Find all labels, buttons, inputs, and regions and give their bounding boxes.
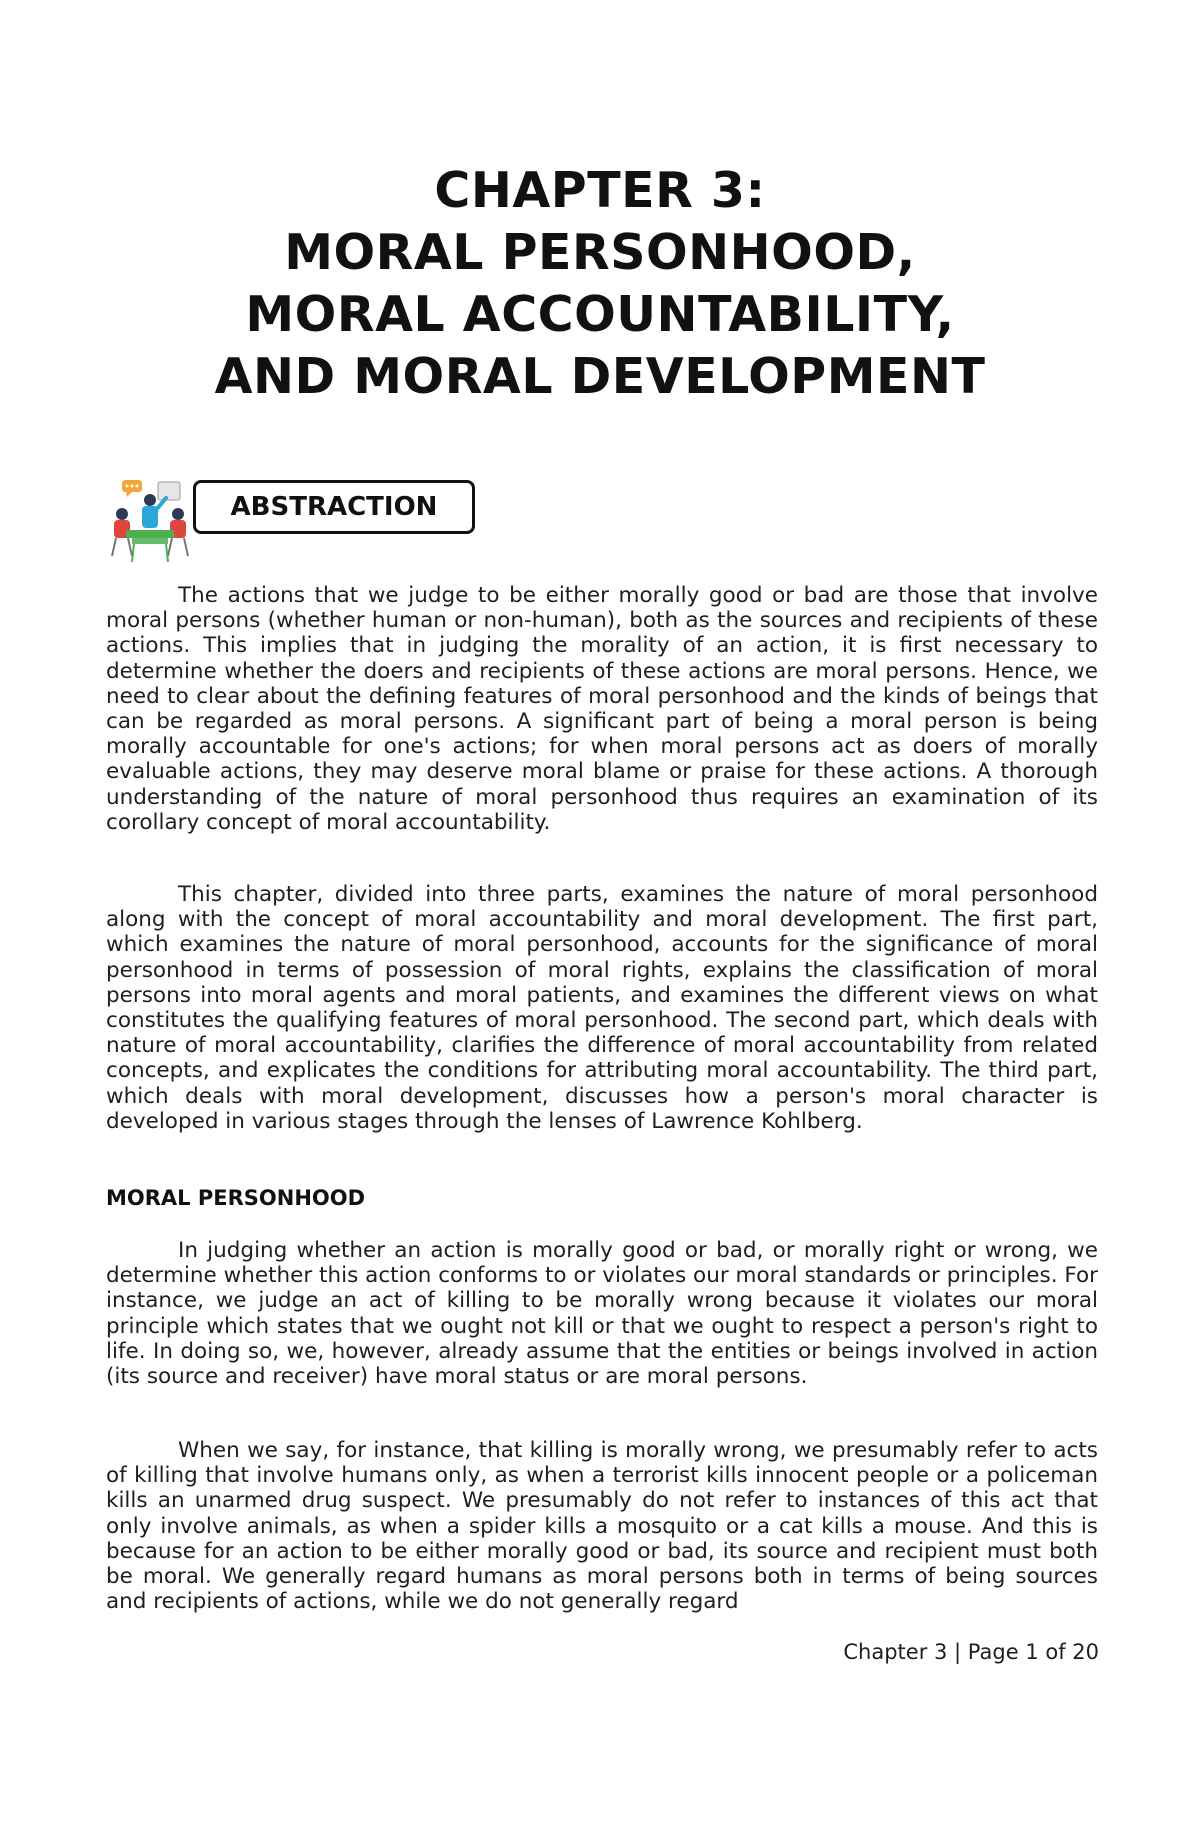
paragraph-3-text: In judging whether an action is morally good or bad, or morally right or wrong, we determine whether this action conforms to or violates our moral standards or principles. For instance, we judge an act of killing to be morally wrong because it violates our moral principle which states that we ought not kill or that we ought to respect a person's right to life. In doing so, we, however, already assume that the entities or beings involved in action (its source and receiver) have moral status or are moral persons.	[106, 1238, 1098, 1390]
paragraph-2-text: This chapter, divided into three parts, examines the nature of moral personhood along with the concept of moral accountability and moral development. The first part, which examines the nature of moral personhood, accounts for the significance of moral personhood in terms of possession of moral rights, explains the classification of moral persons into moral agents and moral patients, and examines the different views on what constitutes the qualifying features of moral personhood. The second part, which deals with nature of moral accountability, clarifies the difference of moral accountability from related concepts, and explicates the conditions for attributing moral accountability. The third part, which deals with moral development, discusses how a person's moral character is developed in various stages through the lenses of Lawrence Kohlberg.	[106, 882, 1098, 1134]
paragraph-4-text: When we say, for instance, that killing is morally wrong, we presumably refer to acts of killing that involve humans only, as when a terrorist kills innocent people or a policeman kills an unarmed drug suspect. We presumably do not refer to instances of this act that only involve animals, as when a spider kills a mosquito or a cat kills a mouse. And this is because for an action to be either morally good or bad, its source and recipient must both be moral. We generally regard humans as moral persons both in terms of being sources and recipients of actions, while we do not generally regard	[106, 1438, 1098, 1615]
paragraph-1	[106, 583, 1098, 835]
abstraction-label: ABSTRACTION	[193, 480, 475, 534]
paragraph-4	[106, 1438, 1098, 1614]
chapter-title-line-1: CHAPTER 3:	[434, 162, 766, 219]
paragraph-3	[106, 1238, 1098, 1389]
paragraph-2	[106, 882, 1098, 1134]
chapter-title-line-2: MORAL PERSONHOOD,	[284, 224, 916, 281]
page-footer: Chapter 3 | Page 1 of 20	[843, 1640, 1099, 1664]
paragraph-1-text: The actions that we judge to be either morally good or bad are those that involve moral persons (whether human or non-human), both as the sources and recipients of these actions. This implies that in judging the morality of an action, it is first necessary to determine whether the doers and recipients of these actions are moral persons. Hence, we need to clear about the defining features of moral personhood and the kinds of beings that can be regarded as moral persons. A significant part of being a moral person is being morally accountable for one's actions; for when moral persons act as doers of morally evaluable actions, they may deserve moral blame or praise for these actions. A thorough understanding of the nature of moral personhood thus requires an examination of its corollary concept of moral accountability.	[106, 583, 1098, 835]
section-header	[108, 478, 488, 564]
chapter-title-line-4: AND MORAL DEVELOPMENT	[214, 348, 986, 405]
chapter-title	[0, 160, 1200, 408]
group-discussion-icon	[108, 478, 192, 564]
section-heading-moral-personhood: MORAL PERSONHOOD	[106, 1186, 366, 1210]
chapter-title-line-3: MORAL ACCOUNTABILITY,	[245, 286, 955, 343]
